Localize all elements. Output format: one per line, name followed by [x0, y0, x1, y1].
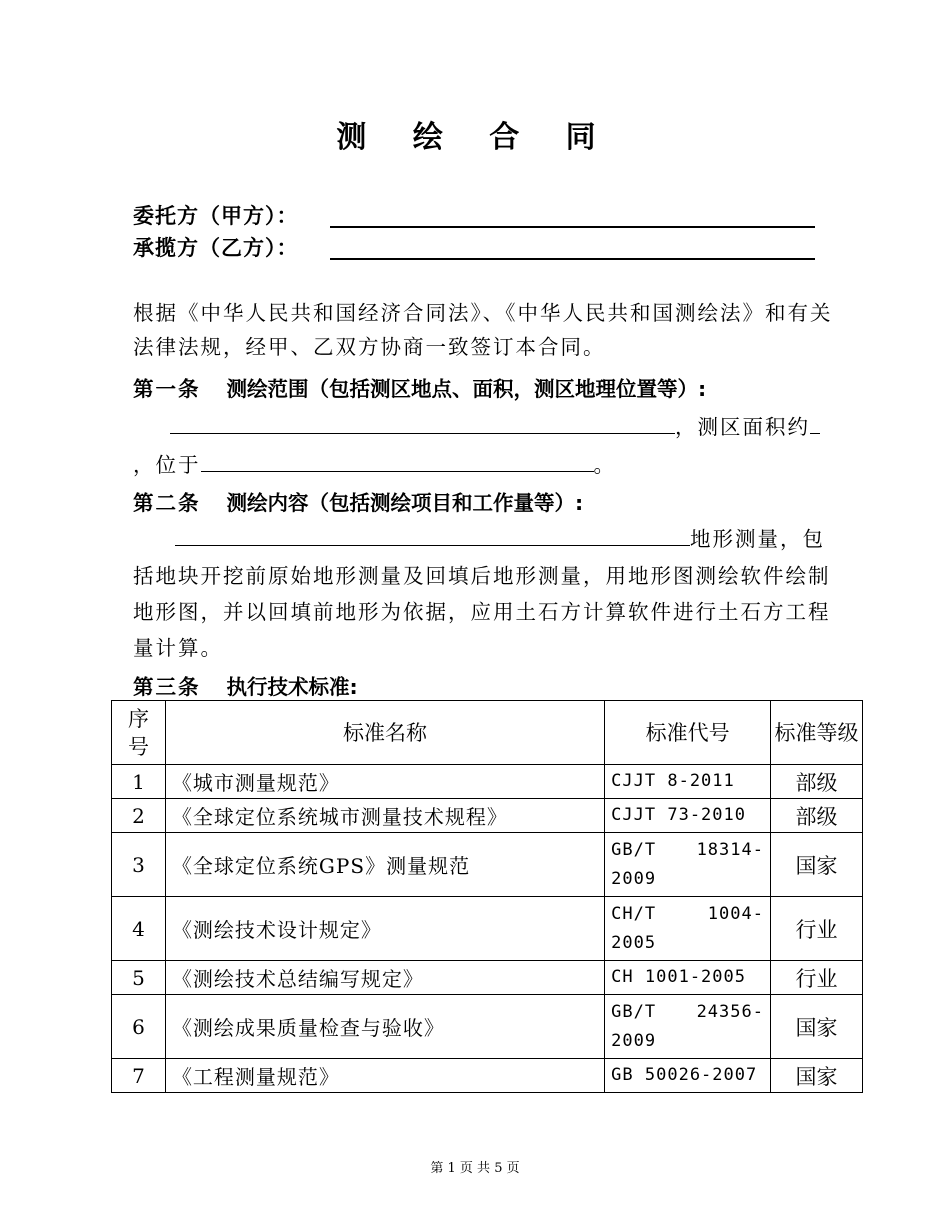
content-blank[interactable]: [175, 523, 690, 546]
row-no: 1: [112, 765, 166, 799]
article1-title: 测绘范围（包括测区地点、面积，测区地理位置等）:: [226, 377, 707, 401]
contractor-blank[interactable]: [330, 234, 815, 260]
intro-paragraph: 根据《中华人民共和国经济合同法》、《中华人民共和国测绘法》和有关法律法规，经甲、乙双方协商一致签订本合同。: [133, 301, 833, 359]
scope-location-blank[interactable]: [170, 411, 675, 434]
article1-area-line: [170, 410, 820, 440]
table-row: [112, 995, 863, 1059]
row-no: 7: [112, 1059, 166, 1093]
header-code: 标准代号: [605, 701, 771, 765]
table-header-row: [112, 701, 863, 765]
row-code: GB 50026-2007: [605, 1059, 771, 1093]
row-code: CH 1001-2005: [605, 961, 771, 995]
row-level: 国家: [770, 833, 862, 897]
table-row: [112, 961, 863, 995]
client-blank[interactable]: [330, 202, 815, 228]
row-no: 4: [112, 897, 166, 961]
row-code: GB/T 18314-2009: [605, 833, 771, 897]
table-row: [112, 897, 863, 961]
contract-title: 测 绘 合 同: [336, 120, 614, 155]
row-name: 《城市测量规范》: [165, 765, 604, 799]
area-text: ，测区面积约: [675, 415, 810, 439]
standards-table: [111, 700, 863, 1093]
row-level: 部级: [770, 765, 862, 799]
row-no: 2: [112, 799, 166, 833]
location-blank[interactable]: [201, 449, 594, 472]
row-no: 5: [112, 961, 166, 995]
table-row: [112, 833, 863, 897]
row-no: 6: [112, 995, 166, 1059]
article2-title: 测绘内容（包括测绘项目和工作量等）:: [226, 491, 584, 515]
article2-body: 括地块开挖前原始地形测量及回填后地形测量，用地形图测绘软件绘制地形图，并以回填前地形为依据，应用土石方计算软件进行土石方工程量计算。: [133, 564, 831, 660]
table-row: [112, 765, 863, 799]
article2-heading: [133, 486, 583, 516]
page-footer: 第 1 页 共 5 页: [430, 1161, 520, 1176]
article3-number: 第三条: [133, 675, 201, 699]
row-no: 3: [112, 833, 166, 897]
area-blank[interactable]: [810, 411, 820, 434]
article2-number: 第二条: [133, 491, 201, 515]
client-label: 委托方（甲方）：: [133, 204, 299, 228]
located-end: 。: [593, 453, 616, 477]
header-name: 标准名称: [165, 701, 604, 765]
header-level: 标准等级: [770, 701, 862, 765]
row-name: 《全球定位系统GPS》测量规范: [165, 833, 604, 897]
row-code: CJJT 73-2010: [605, 799, 771, 833]
table-row: [112, 799, 863, 833]
header-no: 序号: [112, 701, 166, 765]
article2-first-line: [175, 522, 825, 552]
article1-location-line: [133, 448, 616, 478]
row-level: 行业: [770, 961, 862, 995]
row-name: 《全球定位系统城市测量技术规程》: [165, 799, 604, 833]
row-code: CJJT 8-2011: [605, 765, 771, 799]
article1-heading: [133, 372, 706, 402]
row-level: 国家: [770, 995, 862, 1059]
row-code: GB/T 24356-2009: [605, 995, 771, 1059]
row-level: 行业: [770, 897, 862, 961]
row-level: 国家: [770, 1059, 862, 1093]
article3-title: 执行技术标准:: [226, 675, 358, 699]
row-level: 部级: [770, 799, 862, 833]
article2-line1-suffix: 地形测量，包: [690, 527, 825, 551]
contractor-label: 承揽方（乙方）：: [133, 236, 299, 260]
row-name: 《测绘技术设计规定》: [165, 897, 604, 961]
located-prefix: ，位于: [133, 453, 201, 477]
row-code: CH/T 1004-2005: [605, 897, 771, 961]
article1-number: 第一条: [133, 377, 201, 401]
row-name: 《测绘成果质量检查与验收》: [165, 995, 604, 1059]
row-name: 《测绘技术总结编写规定》: [165, 961, 604, 995]
table-row: [112, 1059, 863, 1093]
row-name: 《工程测量规范》: [165, 1059, 604, 1093]
article3-heading: [133, 670, 358, 700]
